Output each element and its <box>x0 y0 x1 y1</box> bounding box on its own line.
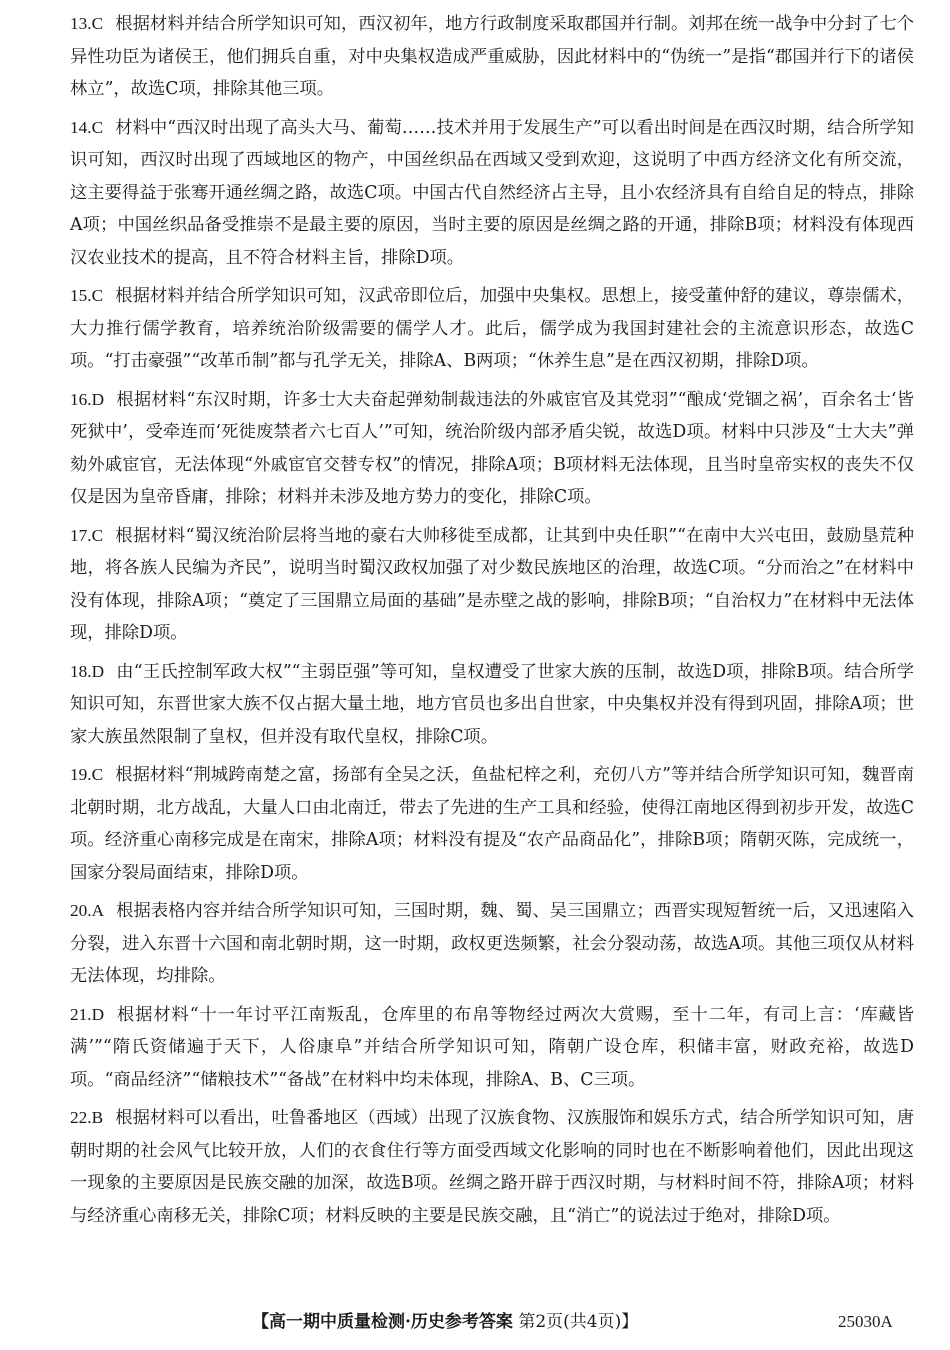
footer-page-number: 第2页(共4页)】 <box>518 1312 639 1332</box>
answer-number: 22.B <box>70 1108 104 1127</box>
answer-explanation: 由“王氏控制军政大权”“主弱臣强”等可知，皇权遭受了世家大族的压制，故选D项，排除B项。结合所学知识可知，东晋世家大族不仅占据大量土地，地方官员也多出自世家，中央集权并没有得到巩固，排除A项；世家大族虽然限制了皇权，但并没有取代皇权，排除C项。 <box>70 661 914 747</box>
answer-number: 19.C <box>70 765 104 784</box>
answer-explanation: 根据材料并结合所学知识可知，西汉初年，地方行政制度采取郡国并行制。刘邦在统一战争中分封了七个异性功臣为诸侯王，他们拥兵自重，对中央集权造成严重威胁，因此材料中的“伪统一”是指“郡国并行下的诸侯林立”，故选C项，排除其他三项。 <box>70 14 914 99</box>
answer-explanation: 根据材料“蜀汉统治阶层将当地的豪右大帅移徙至成都，让其到中央任职”“在南中大兴屯田，鼓励垦荒种地，将各族人民编为齐民”，说明当时蜀汉政权加强了对少数民族地区的治理，故选C项。“分而治之”在材料中没有体现，排除A项；“奠定了三国鼎立局面的基础”是赤壁之战的影响，排除B项；“自治权力”在材料中无法体现，排除D项。 <box>70 525 914 643</box>
answer-item-16 <box>70 384 914 514</box>
footer-title: 【高一期中质量检测·历史参考答案 <box>252 1312 513 1332</box>
answer-explanation: 根据材料“十一年讨平江南叛乱，仓库里的布帛等物经过两次大赏赐，至十二年，有司上言：‘库藏皆满’”“隋氏资储遍于天下，人俗康阜”并结合所学知识可知，隋朝广设仓库，积储丰富，财政充裕，故选D项。“商品经济”“储粮技术”“备战”在材料中均未体现，排除A、B、C三项。 <box>70 1004 914 1090</box>
answer-item-13 <box>70 8 914 106</box>
answer-explanation: 根据表格内容并结合所学知识可知，三国时期，魏、蜀、吴三国鼎立；西晋实现短暂统一后，又迅速陷入分裂，进入东晋十六国和南北朝时期，这一时期，政权更迭频繁，社会分裂动荡，故选A项。其他三项仅从材料无法体现，均排除。 <box>70 901 914 986</box>
answer-item-18 <box>70 656 914 754</box>
answer-number: 17.C <box>70 525 104 545</box>
footer-document-code: 25030A <box>838 1312 893 1331</box>
answer-number: 14.C <box>70 117 104 137</box>
answer-number: 16.D <box>70 389 105 409</box>
answer-item-15 <box>70 280 914 378</box>
answer-item-22 <box>70 1102 914 1232</box>
answer-explanation: 根据材料可以看出，吐鲁番地区（西域）出现了汉族食物、汉族服饰和娱乐方式，结合所学知识可知，唐朝时期的社会风气比较开放，人们的衣食住行等方面受西域文化影响的同时也在不断影响着他们，因此出现这一现象的主要原因是民族交融的加深，故选B项。丝绸之路开辟于西汉时期，与材料时间不符，排除A项；材料与经济重心南移无关，排除C项；材料反映的主要是民族交融，且“消亡”的说法过于绝对，排除D项。 <box>70 1108 914 1226</box>
answer-number: 21.D <box>70 1004 105 1024</box>
answer-explanation: 材料中“西汉时出现了高头大马、葡萄……技术并用于发展生产”可以看出时间是在西汉时期，结合所学知识可知，西汉时出现了西域地区的物产，中国丝织品在西域又受到欢迎，这说明了中西方经济文化有所交流，这主要得益于张骞开通丝绸之路，故选C项。中国古代自然经济占主导，且小农经济具有自给自足的特点，排除A项；中国丝织品备受推崇不是最主要的原因，当时主要的原因是丝绸之路的开通，排除B项；材料没有体现西汉农业技术的提高，且不符合材料主旨，排除D项。 <box>70 117 914 268</box>
answer-number: 18.D <box>70 661 105 681</box>
answer-list <box>70 8 914 1238</box>
footer-title-block <box>252 1310 638 1334</box>
answer-number: 15.C <box>70 286 104 305</box>
answer-number: 20.A <box>70 901 105 920</box>
answer-item-20 <box>70 895 914 993</box>
answer-number: 13.C <box>70 14 104 33</box>
answer-item-19 <box>70 759 914 889</box>
answer-explanation: 根据材料并结合所学知识可知，汉武帝即位后，加强中央集权。思想上，接受董仲舒的建议，尊崇儒术，大力推行儒学教育，培养统治阶级需要的儒学人才。此后，儒学成为我国封建社会的主流意识形态，故选C项。“打击豪强”“改革币制”都与孔学无关，排除A、B两项；“休养生息”是在西汉初期，排除D项。 <box>70 286 914 371</box>
answer-item-17 <box>70 520 914 650</box>
answer-item-21 <box>70 999 914 1097</box>
answer-item-14 <box>70 112 914 275</box>
answer-explanation: 根据材料“东汉时期，许多士大夫奋起弹劾制裁违法的外戚宦官及其党羽”“酿成‘党锢之祸’，百余名士‘皆死狱中’，受牵连而‘死徙废禁者六七百人’”可知，统治阶级内部矛盾尖锐，故选D项。材料中只涉及“士大夫”弹劾外戚宦官，无法体现“外戚宦官交替专权”的情况，排除A项；B项材料无法体现，且当时皇帝实权的丧失不仅仅是因为皇帝昏庸，排除；材料并未涉及地方势力的变化，排除C项。 <box>70 389 914 507</box>
answer-explanation: 根据材料“荆城跨南楚之富，扬部有全吴之沃，鱼盐杞梓之利，充仞八方”等并结合所学知识可知，魏晋南北朝时期，北方战乱，大量人口由北南迁，带去了先进的生产工具和经验，使得江南地区得到初步开发，故选C项。经济重心南移完成是在南宋，排除A项；材料没有提及“农产品商品化”，排除B项；隋朝灭陈，完成统一，国家分裂局面结束，排除D项。 <box>70 765 914 883</box>
